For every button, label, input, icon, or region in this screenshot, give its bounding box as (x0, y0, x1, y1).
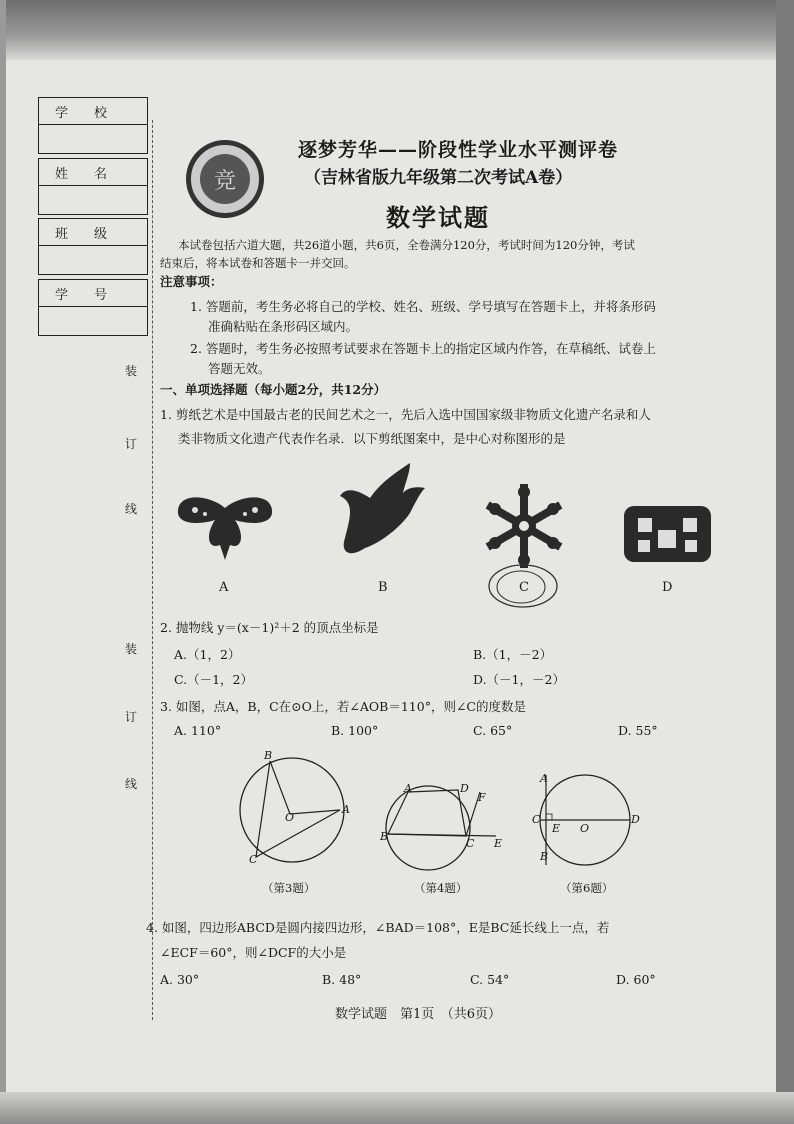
option-label: A (219, 580, 229, 595)
school-box (38, 97, 148, 154)
name-field[interactable] (39, 186, 147, 214)
question-2-stem: 2. 抛物线 y＝(x－1)²＋2 的顶点坐标是 (160, 620, 379, 635)
point-label: A (540, 772, 548, 785)
option-label: B (378, 580, 388, 595)
papercut-snowflake-image (478, 480, 570, 572)
question-3-stem: 3. 如图，点A，B，C在⊙O上，若∠AOB＝110°，则∠C的度数是 (160, 699, 526, 714)
school-field[interactable] (39, 125, 147, 153)
binding-char: 装 (125, 642, 138, 656)
figure-caption: （第3题） (262, 881, 316, 895)
figure-4-cyclic-quadrilateral (378, 780, 508, 880)
question-1-stem: 1. 剪纸艺术是中国最古老的民间艺术之一，先后入选中国国家级非物质文化遗产名录和人 (160, 407, 651, 422)
choice-b[interactable]: B.（1，－2） (473, 647, 553, 662)
exam-logo (186, 140, 264, 218)
scan-edge-bottom (0, 1092, 794, 1124)
class-field[interactable] (39, 246, 147, 274)
intro-line: 结束后，将本试卷和答题卡一并交回。 (160, 256, 356, 270)
class-label: 班 级 (55, 226, 108, 242)
papercut-swallow-image (325, 458, 435, 568)
student-id-field[interactable] (39, 307, 147, 335)
choice-b[interactable]: B. 100° (331, 723, 379, 738)
choice-d[interactable]: D. 55° (618, 723, 658, 738)
point-label: D (460, 782, 469, 795)
section-heading: 一、单项选择题（每小题2分，共12分） (160, 382, 387, 397)
question-4-stem: ∠ECF＝60°，则∠DCF的大小是 (160, 945, 347, 960)
point-label: C (249, 853, 258, 866)
exam-title: 逐梦芳华——阶段性学业水平测评卷 (298, 139, 619, 161)
choice-a[interactable]: A.（1，2） (174, 647, 241, 662)
point-label: C (466, 837, 475, 850)
point-label: E (494, 837, 503, 850)
option-label: C (519, 580, 529, 595)
point-label: B (380, 830, 389, 843)
question-4-stem: 4. 如图，四边形ABCD是圆内接四边形，∠BAD＝108°，E是BC延长线上一点，若 (146, 920, 610, 935)
point-label: O (285, 811, 295, 824)
student-id-box (38, 279, 148, 336)
school-label: 学 校 (55, 105, 108, 121)
class-box (38, 218, 148, 275)
point-label: A (342, 803, 350, 816)
binding-char: 线 (125, 777, 138, 791)
point-label: C (532, 813, 541, 826)
choice-d[interactable]: D.（－1，－2） (473, 672, 565, 687)
intro-line: 本试卷包括六道大题，共26道小题，共6页，全卷满分120分，考试时间为120分钟，考试 (178, 238, 635, 252)
point-label: D (631, 813, 640, 826)
choice-c[interactable]: C. 54° (470, 972, 510, 987)
option-label: D (662, 580, 673, 595)
papercut-butterfly-image (170, 490, 280, 570)
choice-a[interactable]: A. 110° (174, 723, 222, 738)
figure-caption: （第4题） (414, 881, 468, 895)
point-label: O (580, 822, 590, 835)
papercut-lantern-image (620, 500, 715, 568)
choice-c[interactable]: C.（－1，2） (174, 672, 253, 687)
point-label: F (478, 791, 486, 804)
logo-emblem-icon: 竞 (200, 154, 250, 204)
notes-item: 2. 答题时，考生务必按照考试要求在答题卡上的指定区域内作答，在草稿纸、试卷上 (190, 341, 656, 356)
notes-item: 答题无效。 (208, 361, 271, 376)
notes-item: 准确粘贴在条形码区域内。 (208, 319, 359, 334)
point-label: B (540, 850, 549, 863)
binding-char: 线 (125, 502, 138, 516)
point-label: B (264, 749, 273, 762)
scan-edge-left (0, 0, 6, 1124)
figure-caption: （第6题） (560, 881, 614, 895)
scan-edge-top (0, 0, 794, 60)
binding-char: 装 (125, 364, 138, 378)
binding-char: 订 (125, 710, 138, 724)
point-label: E (552, 822, 561, 835)
name-label: 姓 名 (55, 166, 108, 182)
notes-heading: 注意事项： (160, 274, 223, 289)
binding-line (152, 120, 153, 1020)
point-label: A (404, 782, 412, 795)
scan-edge-right (776, 0, 794, 1124)
choice-d[interactable]: D. 60° (616, 972, 656, 987)
notes-item: 1. 答题前，考生务必将自己的学校、姓名、班级、学号填写在答题卡上，并将条形码 (190, 299, 656, 314)
choice-c[interactable]: C. 65° (473, 723, 513, 738)
page-footer: 数学试题 第1页 （共6页） (335, 1007, 502, 1022)
name-box (38, 158, 148, 215)
question-1-stem: 类非物质文化遗产代表作名录．以下剪纸图案中，是中心对称图形的是 (178, 431, 566, 446)
subject-title: 数学试题 (386, 203, 490, 232)
binding-char: 订 (125, 437, 138, 451)
student-id-label: 学 号 (55, 287, 108, 303)
choice-a[interactable]: A. 30° (160, 972, 200, 987)
exam-subtitle: （吉林省版九年级第二次考试A卷） (304, 168, 573, 188)
choice-b[interactable]: B. 48° (322, 972, 362, 987)
